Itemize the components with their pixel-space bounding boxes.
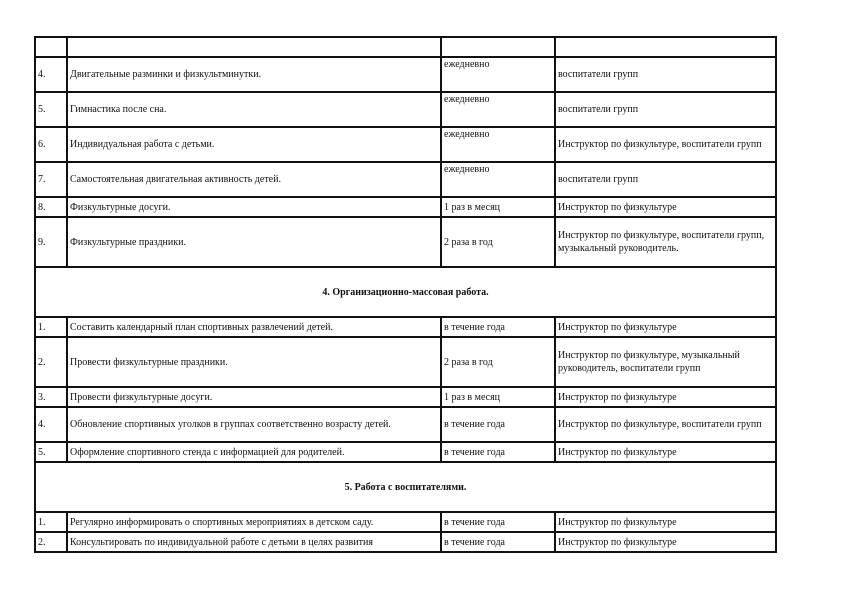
row-number-cell: 5. <box>35 92 67 127</box>
table-row <box>35 387 776 407</box>
responsible-cell: Инструктор по физкультуре, воспитатели групп <box>555 127 776 162</box>
task-cell: Оформление спортивного стенда с информацией для родителей. <box>67 442 441 462</box>
schedule-cell: в течение года <box>441 317 555 337</box>
table-row <box>35 512 776 532</box>
task-cell: Двигательные разминки и физкультминутки. <box>67 57 441 92</box>
row-number-cell: 7. <box>35 162 67 197</box>
task-cell: Физкультурные праздники. <box>67 217 441 267</box>
table-row <box>35 92 776 127</box>
table-row <box>35 532 776 552</box>
responsible-cell <box>555 37 776 57</box>
schedule-cell: ежедневно <box>441 57 555 92</box>
table-row <box>35 57 776 92</box>
row-number-cell: 1. <box>35 512 67 532</box>
row-number-cell: 6. <box>35 127 67 162</box>
row-number-cell: 2. <box>35 337 67 387</box>
responsible-cell: Инструктор по физкультуре, музыкальный руководитель, воспитатели групп <box>555 337 776 387</box>
responsible-cell: Инструктор по физкультуре <box>555 317 776 337</box>
schedule-cell: 1 раз в месяц <box>441 197 555 217</box>
section-row <box>35 462 776 512</box>
responsible-cell: Инструктор по физкультуре <box>555 442 776 462</box>
row-number-cell: 5. <box>35 442 67 462</box>
responsible-cell: Инструктор по физкультуре <box>555 532 776 552</box>
responsible-cell: воспитатели групп <box>555 57 776 92</box>
schedule-cell: в течение года <box>441 407 555 442</box>
responsible-cell: Инструктор по физкультуре <box>555 197 776 217</box>
section-title: 4. Организационно-массовая работа. <box>35 267 776 317</box>
responsible-cell: Инструктор по физкультуре <box>555 387 776 407</box>
schedule-cell: в течение года <box>441 532 555 552</box>
task-cell <box>67 37 441 57</box>
row-number-cell <box>35 37 67 57</box>
task-cell: Физкультурные досуги. <box>67 197 441 217</box>
task-cell: Индивидуальная работа с детьми. <box>67 127 441 162</box>
table-row <box>35 442 776 462</box>
table-row <box>35 407 776 442</box>
schedule-cell: ежедневно <box>441 162 555 197</box>
task-cell: Гимнастика после сна. <box>67 92 441 127</box>
task-cell: Регулярно информировать о спортивных мероприятиях в детском саду. <box>67 512 441 532</box>
schedule-cell: в течение года <box>441 442 555 462</box>
table-row <box>35 317 776 337</box>
table-row <box>35 37 776 57</box>
schedule-cell: 2 раза в год <box>441 337 555 387</box>
schedule-cell <box>441 37 555 57</box>
table-row <box>35 127 776 162</box>
responsible-cell: Инструктор по физкультуре <box>555 512 776 532</box>
schedule-cell: ежедневно <box>441 127 555 162</box>
row-number-cell: 3. <box>35 387 67 407</box>
responsible-cell: Инструктор по физкультуре, воспитатели групп, музыкальный руководитель. <box>555 217 776 267</box>
row-number-cell: 4. <box>35 407 67 442</box>
schedule-cell: в течение года <box>441 512 555 532</box>
schedule-cell: ежедневно <box>441 92 555 127</box>
row-number-cell: 2. <box>35 532 67 552</box>
table-row <box>35 197 776 217</box>
task-cell: Составить календарный план спортивных развлечений детей. <box>67 317 441 337</box>
responsible-cell: воспитатели групп <box>555 162 776 197</box>
section-row <box>35 267 776 317</box>
row-number-cell: 4. <box>35 57 67 92</box>
plan-table-body <box>35 37 776 552</box>
schedule-cell: 1 раз в месяц <box>441 387 555 407</box>
plan-table <box>34 36 777 553</box>
task-cell: Консультировать по индивидуальной работе с детьми в целях развития <box>67 532 441 552</box>
table-row <box>35 337 776 387</box>
table-row <box>35 217 776 267</box>
section-title: 5. Работа с воспитателями. <box>35 462 776 512</box>
table-row <box>35 162 776 197</box>
row-number-cell: 1. <box>35 317 67 337</box>
task-cell: Провести физкультурные досуги. <box>67 387 441 407</box>
task-cell: Провести физкультурные праздники. <box>67 337 441 387</box>
task-cell: Самостоятельная двигательная активность детей. <box>67 162 441 197</box>
row-number-cell: 8. <box>35 197 67 217</box>
schedule-cell: 2 раза в год <box>441 217 555 267</box>
responsible-cell: Инструктор по физкультуре, воспитатели групп <box>555 407 776 442</box>
row-number-cell: 9. <box>35 217 67 267</box>
responsible-cell: воспитатели групп <box>555 92 776 127</box>
task-cell: Обновление спортивных уголков в группах соответственно возрасту детей. <box>67 407 441 442</box>
